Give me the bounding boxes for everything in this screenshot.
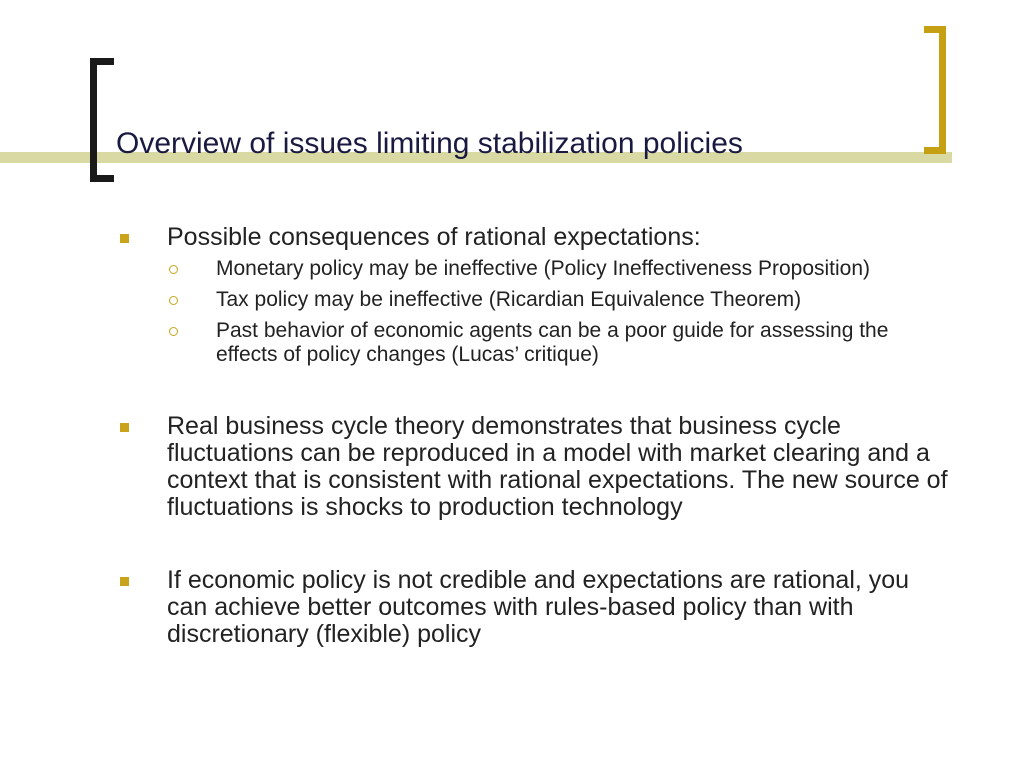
circle-bullet-icon bbox=[169, 296, 178, 305]
square-bullet-icon bbox=[120, 577, 129, 586]
sub-bullet-text: Tax policy may be ineffective (Ricardian Equivalence Theorem) bbox=[216, 288, 802, 311]
sub-bullet-list bbox=[167, 257, 948, 367]
slide-title: Overview of issues limiting stabilization policies bbox=[116, 127, 743, 160]
square-bullet-icon bbox=[120, 423, 129, 432]
sub-bullet-item bbox=[167, 319, 948, 367]
circle-bullet-icon bbox=[169, 265, 178, 274]
sub-bullet-text: Past behavior of economic agents can be a poor guide for assessing the effects of policy changes (Lucas’ critique) bbox=[216, 319, 889, 366]
bullet-item bbox=[118, 567, 948, 648]
bullet-text: Possible consequences of rational expectations: bbox=[167, 223, 701, 251]
sub-bullet-item bbox=[167, 257, 948, 281]
bullet-text: Real business cycle theory demonstrates that business cycle fluctuations can be reproduced in a model with market clearing and a context that is consistent with rational expectations. The new source of fluctuations is shocks to production technology bbox=[167, 412, 948, 521]
slide-content bbox=[118, 224, 948, 648]
bullet-item bbox=[118, 224, 948, 367]
bullet-text: If economic policy is not credible and expectations are rational, you can achieve better outcomes with rules-based policy than with discretionary (flexible) policy bbox=[167, 566, 910, 648]
circle-bullet-icon bbox=[169, 327, 178, 336]
sub-bullet-text: Monetary policy may be ineffective (Policy Ineffectiveness Proposition) bbox=[216, 257, 871, 280]
square-bullet-icon bbox=[120, 234, 129, 243]
bullet-item bbox=[118, 413, 948, 521]
sub-bullet-item bbox=[167, 288, 948, 312]
left-bracket-decoration bbox=[90, 58, 114, 182]
right-bracket-decoration bbox=[924, 26, 946, 154]
